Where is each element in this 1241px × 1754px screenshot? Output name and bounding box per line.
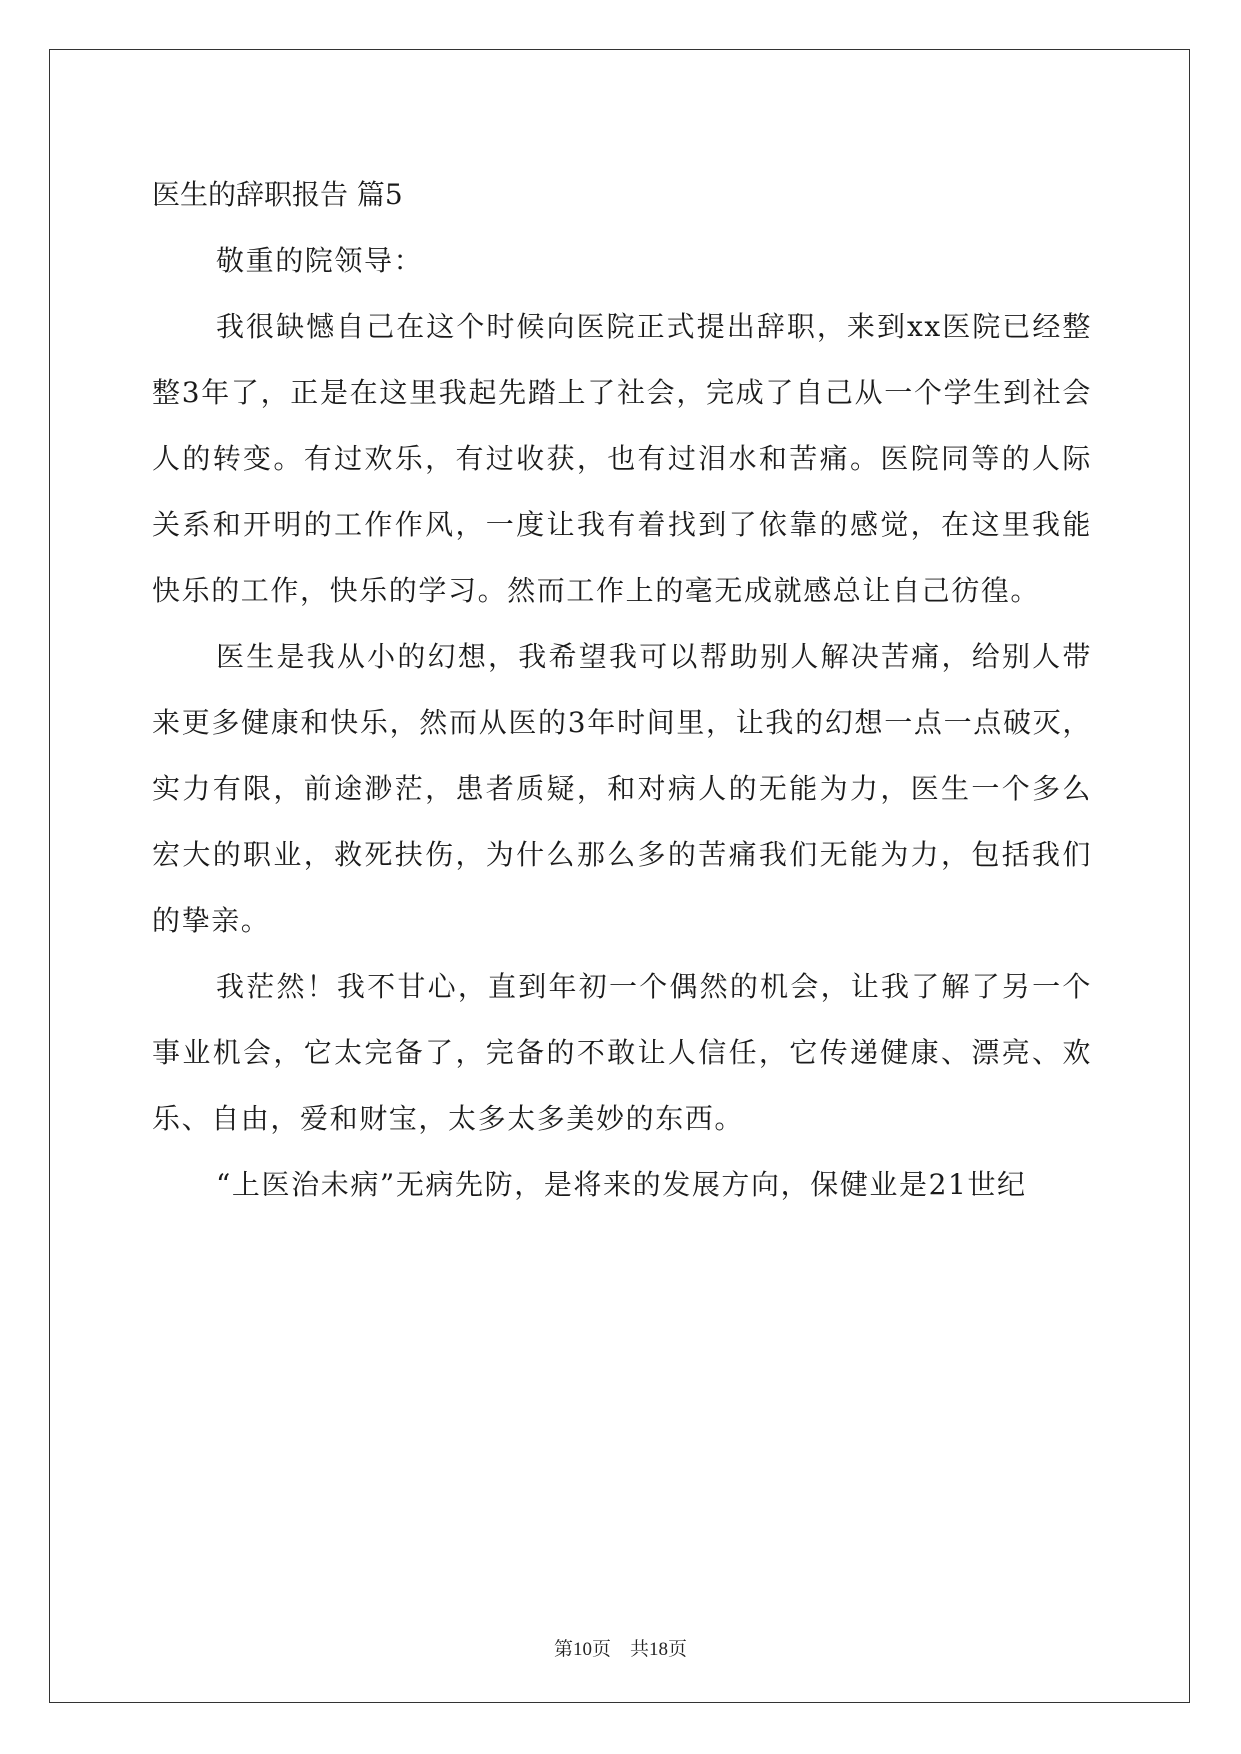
document-title: 医生的辞职报告 篇5 bbox=[152, 178, 403, 211]
paragraph-2: 医生是我从小的幻想，我希望我可以帮助别人解决苦痛，给别人带来更多健康和快乐，然而从医的3年时间里，让我的幻想一点一点破灭，实力有限，前途渺茫，患者质疑，和对病人的无能为力，医生一个多么宏大的职业，救死扶伤，为什么那么多的苦痛我们无能为力，包括我们的挚亲。 bbox=[152, 640, 1092, 937]
document-body bbox=[152, 162, 1092, 1218]
paragraph-3: 我茫然！我不甘心，直到年初一个偶然的机会，让我了解了另一个事业机会，它太完备了，完备的不敢让人信任，它传递健康、漂亮、欢乐、自由，爱和财宝，太多太多美妙的东西。 bbox=[152, 970, 1092, 1135]
page-number-footer: 第10页 共18页 bbox=[553, 1639, 687, 1660]
salutation: 敬重的院领导： bbox=[216, 244, 424, 277]
paragraph-1: 我很缺憾自己在这个时候向医院正式提出辞职，来到xx医院已经整整3年了，正是在这里我起先踏上了社会，完成了自己从一个学生到社会人的转变。有过欢乐，有过收获，也有过泪水和苦痛。医院同等的人际关系和开明的工作作风，一度让我有着找到了依靠的感觉，在这里我能快乐的工作，快乐的学习。然而工作上的毫无成就感总让自己彷徨。 bbox=[152, 310, 1092, 607]
paragraph-4: “上医治未病”无病先防，是将来的发展方向，保健业是21世纪 bbox=[216, 1168, 1027, 1201]
